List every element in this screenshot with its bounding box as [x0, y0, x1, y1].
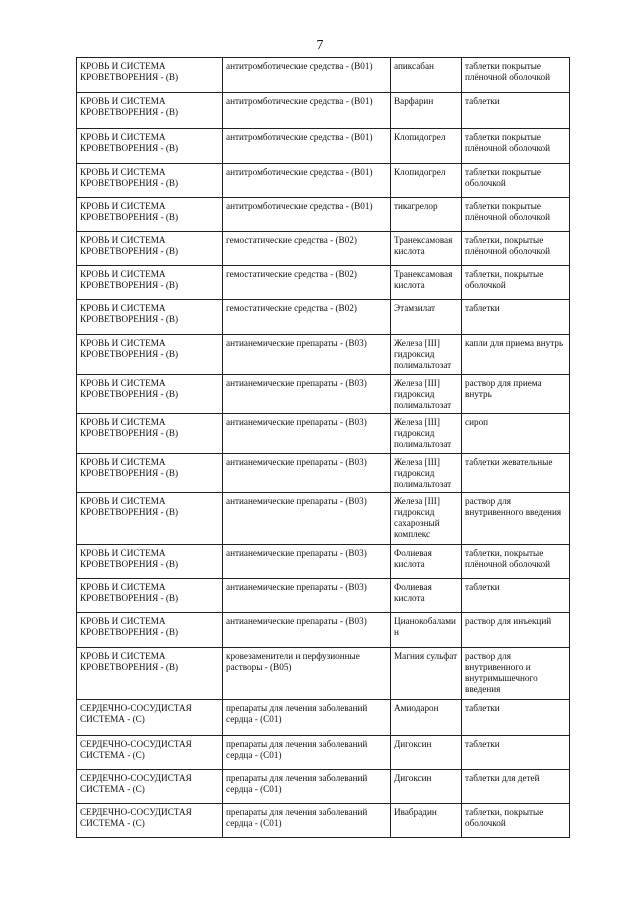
table-row [77, 300, 570, 335]
cell-pharmacological-group: гемостатические средства - (В02) [223, 300, 391, 335]
cell-drug-name: Фолиевая кислота [391, 579, 462, 613]
table-row [77, 700, 570, 736]
cell-dosage-form: таблетки, покрытые плёночной оболочкой [462, 232, 570, 266]
cell-pharmacological-group: антианемические препараты - (В03) [223, 579, 391, 613]
cell-anatomical-system: КРОВЬ И СИСТЕМА КРОВЕТВОРЕНИЯ - (В) [77, 266, 223, 300]
cell-pharmacological-group: антианемические препараты - (В03) [223, 375, 391, 414]
table-row [77, 198, 570, 232]
cell-drug-name: Клопидогрел [391, 164, 462, 198]
cell-drug-name: Цианокобаламин [391, 613, 462, 648]
cell-anatomical-system: СЕРДЕЧНО-СОСУДИСТАЯ СИСТЕМА - (С) [77, 700, 223, 736]
cell-dosage-form: таблетки [462, 579, 570, 613]
cell-anatomical-system: КРОВЬ И СИСТЕМА КРОВЕТВОРЕНИЯ - (В) [77, 493, 223, 545]
drug-table-body [77, 58, 570, 838]
cell-dosage-form: таблетки [462, 93, 570, 129]
table-row [77, 375, 570, 414]
cell-dosage-form: раствор для внутривенного и внутримышечного введения [462, 648, 570, 700]
cell-pharmacological-group: антианемические препараты - (В03) [223, 414, 391, 454]
cell-pharmacological-group: кровезаменители и перфузионные растворы - (В05) [223, 648, 391, 700]
cell-pharmacological-group: препараты для лечения заболеваний сердца - (С01) [223, 700, 391, 736]
cell-dosage-form: таблетки покрытые плёночной оболочкой [462, 129, 570, 164]
cell-pharmacological-group: гемостатические средства - (В02) [223, 266, 391, 300]
cell-dosage-form: таблетки для детей [462, 770, 570, 804]
cell-pharmacological-group: антитромботические средства - (В01) [223, 164, 391, 198]
table-row [77, 58, 570, 93]
cell-anatomical-system: КРОВЬ И СИСТЕМА КРОВЕТВОРЕНИЯ - (В) [77, 232, 223, 266]
cell-anatomical-system: КРОВЬ И СИСТЕМА КРОВЕТВОРЕНИЯ - (В) [77, 198, 223, 232]
cell-anatomical-system: КРОВЬ И СИСТЕМА КРОВЕТВОРЕНИЯ - (В) [77, 129, 223, 164]
cell-anatomical-system: КРОВЬ И СИСТЕМА КРОВЕТВОРЕНИЯ - (В) [77, 613, 223, 648]
cell-drug-name: апиксабан [391, 58, 462, 93]
cell-drug-name: Железа [III] гидроксид сахарозный комплекс [391, 493, 462, 545]
cell-pharmacological-group: антианемические препараты - (В03) [223, 454, 391, 493]
cell-anatomical-system: КРОВЬ И СИСТЕМА КРОВЕТВОРЕНИЯ - (В) [77, 648, 223, 700]
table-row [77, 93, 570, 129]
cell-dosage-form: таблетки [462, 700, 570, 736]
table-row [77, 454, 570, 493]
cell-drug-name: Железа [III] гидроксид полимальтозат [391, 454, 462, 493]
cell-pharmacological-group: препараты для лечения заболеваний сердца - (С01) [223, 804, 391, 838]
cell-anatomical-system: КРОВЬ И СИСТЕМА КРОВЕТВОРЕНИЯ - (В) [77, 545, 223, 579]
cell-drug-name: Этамзилат [391, 300, 462, 335]
cell-dosage-form: таблетки [462, 736, 570, 770]
table-row [77, 613, 570, 648]
cell-pharmacological-group: антитромботические средства - (В01) [223, 58, 391, 93]
cell-drug-name: тикагрелор [391, 198, 462, 232]
cell-drug-name: Амиодарон [391, 700, 462, 736]
cell-anatomical-system: КРОВЬ И СИСТЕМА КРОВЕТВОРЕНИЯ - (В) [77, 300, 223, 335]
cell-dosage-form: раствор для приема внутрь [462, 375, 570, 414]
table-row [77, 232, 570, 266]
cell-drug-name: Варфарин [391, 93, 462, 129]
cell-pharmacological-group: антианемические препараты - (В03) [223, 613, 391, 648]
table-row [77, 804, 570, 838]
table-row [77, 493, 570, 545]
cell-drug-name: Железа [III] гидроксид полимальтозат [391, 375, 462, 414]
cell-dosage-form: капли для приема внутрь [462, 335, 570, 375]
cell-anatomical-system: СЕРДЕЧНО-СОСУДИСТАЯ СИСТЕМА - (С) [77, 736, 223, 770]
cell-pharmacological-group: антианемические препараты - (В03) [223, 335, 391, 375]
cell-anatomical-system: СЕРДЕЧНО-СОСУДИСТАЯ СИСТЕМА - (С) [77, 770, 223, 804]
cell-anatomical-system: КРОВЬ И СИСТЕМА КРОВЕТВОРЕНИЯ - (В) [77, 375, 223, 414]
cell-pharmacological-group: препараты для лечения заболеваний сердца - (С01) [223, 770, 391, 804]
cell-anatomical-system: КРОВЬ И СИСТЕМА КРОВЕТВОРЕНИЯ - (В) [77, 93, 223, 129]
table-row [77, 579, 570, 613]
cell-drug-name: Транексамовая кислота [391, 266, 462, 300]
cell-drug-name: Клопидогрел [391, 129, 462, 164]
cell-dosage-form: сироп [462, 414, 570, 454]
cell-pharmacological-group: гемостатические средства - (В02) [223, 232, 391, 266]
cell-pharmacological-group: антианемические препараты - (В03) [223, 545, 391, 579]
cell-anatomical-system: КРОВЬ И СИСТЕМА КРОВЕТВОРЕНИЯ - (В) [77, 335, 223, 375]
table-row [77, 736, 570, 770]
cell-dosage-form: таблетки жевательные [462, 454, 570, 493]
cell-dosage-form: таблетки, покрытые плёночной оболочкой [462, 545, 570, 579]
cell-drug-name: Магния сульфат [391, 648, 462, 700]
cell-dosage-form: таблетки [462, 300, 570, 335]
cell-pharmacological-group: антитромботические средства - (В01) [223, 129, 391, 164]
cell-anatomical-system: КРОВЬ И СИСТЕМА КРОВЕТВОРЕНИЯ - (В) [77, 454, 223, 493]
table-row [77, 770, 570, 804]
cell-anatomical-system: КРОВЬ И СИСТЕМА КРОВЕТВОРЕНИЯ - (В) [77, 414, 223, 454]
cell-pharmacological-group: антианемические препараты - (В03) [223, 493, 391, 545]
cell-anatomical-system: СЕРДЕЧНО-СОСУДИСТАЯ СИСТЕМА - (С) [77, 804, 223, 838]
cell-dosage-form: раствор для инъекций [462, 613, 570, 648]
cell-drug-name: Железа [III] гидроксид полимальтозат [391, 335, 462, 375]
table-row [77, 648, 570, 700]
cell-dosage-form: раствор для внутривенного введения [462, 493, 570, 545]
cell-anatomical-system: КРОВЬ И СИСТЕМА КРОВЕТВОРЕНИЯ - (В) [77, 164, 223, 198]
cell-dosage-form: таблетки, покрытые оболочкой [462, 266, 570, 300]
cell-drug-name: Дигоксин [391, 736, 462, 770]
table-row [77, 129, 570, 164]
page-number: 7 [316, 38, 324, 53]
cell-drug-name: Ивабрадин [391, 804, 462, 838]
cell-drug-name: Дигоксин [391, 770, 462, 804]
cell-dosage-form: таблетки покрытые оболочкой [462, 164, 570, 198]
cell-pharmacological-group: антитромботические средства - (В01) [223, 93, 391, 129]
table-row [77, 414, 570, 454]
cell-drug-name: Железа [III] гидроксид полимальтозат [391, 414, 462, 454]
drug-table [76, 57, 570, 838]
table-row [77, 335, 570, 375]
cell-dosage-form: таблетки покрытые плёночной оболочкой [462, 198, 570, 232]
cell-dosage-form: таблетки, покрытые оболочкой [462, 804, 570, 838]
cell-pharmacological-group: препараты для лечения заболеваний сердца - (С01) [223, 736, 391, 770]
cell-drug-name: Фолиевая кислота [391, 545, 462, 579]
cell-pharmacological-group: антитромботические средства - (В01) [223, 198, 391, 232]
table-row [77, 266, 570, 300]
cell-dosage-form: таблетки покрытые плёночной оболочкой [462, 58, 570, 93]
cell-anatomical-system: КРОВЬ И СИСТЕМА КРОВЕТВОРЕНИЯ - (В) [77, 579, 223, 613]
table-row [77, 545, 570, 579]
cell-anatomical-system: КРОВЬ И СИСТЕМА КРОВЕТВОРЕНИЯ - (В) [77, 58, 223, 93]
cell-drug-name: Транексамовая кислота [391, 232, 462, 266]
table-row [77, 164, 570, 198]
